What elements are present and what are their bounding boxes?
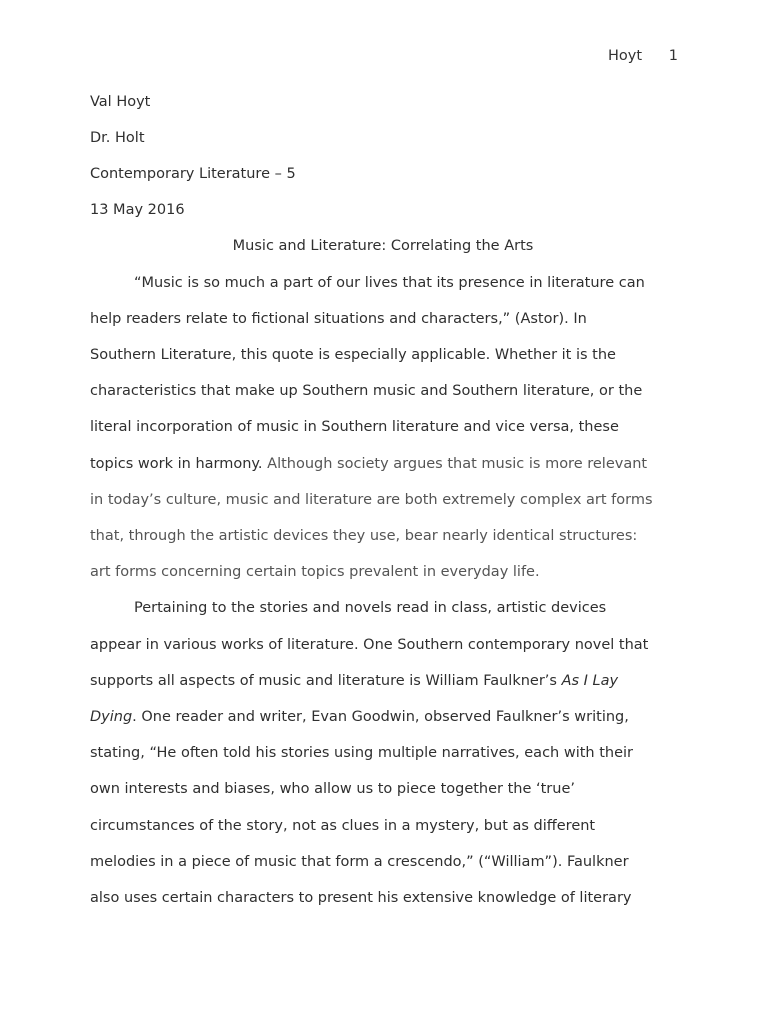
p1-line-4: characteristics that make up Southern music and Southern literature, or the bbox=[90, 383, 643, 399]
p1-line-5: literal incorporation of music in Southern literature and vice versa, these bbox=[90, 419, 619, 435]
essay-title: Music and Literature: Correlating the Arts bbox=[232, 238, 534, 254]
running-header bbox=[560, 45, 678, 67]
p2-book-title-part-1: As I Lay bbox=[561, 673, 619, 689]
p1-line-6-a: topics work in harmony. bbox=[90, 456, 263, 472]
p2-line-8: melodies in a piece of music that form a crescendo,” (“William”). Faulkner bbox=[90, 854, 629, 870]
header-surname: Hoyt bbox=[608, 48, 643, 64]
p2-line-1: Pertaining to the stories and novels read in class, artistic devices bbox=[134, 600, 607, 616]
p2-line-2: appear in various works of literature. One Southern contemporary novel that bbox=[90, 637, 649, 653]
p2-line-4-b: . One reader and writer, Evan Goodwin, observed Faulkner’s writing, bbox=[132, 709, 629, 725]
p2-line-5: stating, “He often told his stories using multiple narratives, each with their bbox=[90, 745, 633, 761]
p1-line-9: art forms concerning certain topics prevalent in everyday life. bbox=[90, 564, 540, 580]
p2-line-3-a: supports all aspects of music and literature is William Faulkner’s bbox=[90, 673, 562, 689]
p2-book-title-part-2: Dying bbox=[90, 709, 133, 725]
p1-line-6 bbox=[90, 453, 690, 475]
heading-course: Contemporary Literature – 5 bbox=[90, 166, 296, 182]
p2-line-4 bbox=[90, 706, 690, 728]
heading-author: Val Hoyt bbox=[90, 94, 151, 110]
p1-line-8: that, through the artistic devices they use, bear nearly identical structures: bbox=[90, 528, 638, 544]
p2-line-9: also uses certain characters to present his extensive knowledge of literary bbox=[90, 890, 632, 906]
p2-line-3 bbox=[90, 670, 690, 692]
p1-line-2: help readers relate to fictional situations and characters,” (Astor). In bbox=[90, 311, 587, 327]
p1-line-6-b: Although society argues that music is more relevant bbox=[262, 456, 648, 472]
p2-line-6: own interests and biases, who allow us to piece together the ‘true’ bbox=[90, 781, 575, 797]
p2-line-7: circumstances of the story, not as clues in a mystery, but as different bbox=[90, 818, 596, 834]
p1-line-3: Southern Literature, this quote is especially applicable. Whether it is the bbox=[90, 347, 616, 363]
heading-date: 13 May 2016 bbox=[90, 202, 185, 218]
p1-line-1: “Music is so much a part of our lives that its presence in literature can bbox=[134, 275, 645, 291]
heading-instructor: Dr. Holt bbox=[90, 130, 145, 146]
p1-line-7: in today’s culture, music and literature are both extremely complex art forms bbox=[90, 492, 653, 508]
header-page-number: 1 bbox=[668, 48, 678, 64]
